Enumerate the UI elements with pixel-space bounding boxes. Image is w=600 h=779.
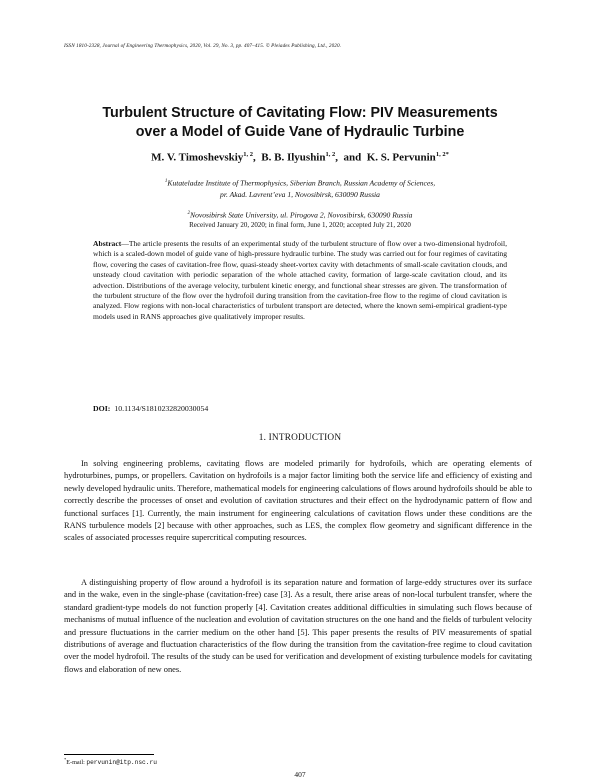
author-2-affil: 1, 2	[325, 151, 336, 158]
paper-title	[50, 104, 550, 142]
doi-link[interactable]: 10.1134/S1810232820030054	[114, 404, 209, 413]
affiliation-1-mark: 1	[164, 179, 168, 184]
intro-paragraph-1: In solving engineering problems, cavitating flows are modeled primarily for hydrofoils, which are operating elements of hydroturbines, pumps, or propellers. Cavitation on hydrofoils is a major factor limiting both the service life and efficiency of existing and newly developed hydraulic units. Therefore, mathematical models for engineering calculations of flows around hydrofoils should be able to correctly describe the processes of onset and evolution of cavitation structures and their effect on the hydrodynamic pattern of flow and functional surfaces [1]. Currently, the main instrument for engineering calculations of cavitation flows under these conditions are the RANS turbulence models [2] because with other approaches, such as LES, the complex flow geometry and significant difference in the scales of associated processes require supercritical computing resources.	[64, 459, 533, 543]
footnote-label: E-mail:	[66, 759, 85, 767]
journal-header: ISSN 1810-2328, Journal of Engineering Thermophysics, 2020, Vol. 29, No. 3, pp. 407–415. © Pleiades Publishing, Ltd., 2020.	[64, 43, 342, 49]
author-3-affil: 1, 2*	[435, 151, 449, 158]
abstract-label: Abstract	[93, 239, 122, 248]
received-dates: Received January 20, 2020; in final form, June 1, 2020; accepted July 21, 2020	[189, 221, 411, 229]
affiliation-1-line-2: pr. Akad. Lavrent’eva 1, Novosibirsk, 630090 Russia	[220, 189, 380, 199]
title-line-1: Turbulent Structure of Cavitating Flow: PIV Measurements	[102, 105, 498, 121]
title-line-2: over a Model of Guide Vane of Hydraulic Turbine	[135, 124, 465, 140]
page-number: 407	[294, 770, 306, 779]
abstract-text: —The article presents the results of an experimental study of the turbulent structure of flow over a two-dimensional hydrofoil, which is a scaled-down model of guide vane of high-pressure hydraulic turbine. The study was carried out for four regimes of cavitating flow, covering the cases of cavitation-free flow, quasi-steady sheet-vortex cavity with detachments of small-scale cavitation clouds, and unsteady cloud cavitation with periodic separation of the whole attached cavity, formation of large-scale cavitation cloud, and its advection. Distributions of the average velocity, turbulent kinetic energy, and functional shear stresses are given. The transformation of the turbulent structure of the flow over the hydrofoil during transition from the cavitation-free flow to the regime of cloud cavitation is analyzed. Flow regions with non-local characteristics of turbulent transport are detected, where the known semi-empirical gradient-type models used in RANS approaches give qualitatively improper results.	[93, 239, 508, 321]
author-conjunction: and	[343, 151, 362, 164]
author-2: B. B. Ilyushin	[261, 151, 326, 164]
email-link[interactable]: pervunin@itp.nsc.ru	[86, 759, 157, 767]
doi	[93, 404, 208, 413]
author-1-affil: 1, 2	[243, 151, 254, 158]
author-3: K. S. Pervunin	[366, 151, 436, 164]
abstract	[93, 239, 507, 322]
affiliation-2-text: Novosibirsk State University, ul. Pirogova 2, Novosibirsk, 630090 Russia	[190, 210, 413, 220]
footnote-mark: *	[64, 757, 67, 762]
intro-paragraph-2: A distinguishing property of flow around a hydrofoil is its separation nature and formation of large-eddy structures over its surface and in the wake, even in the single-phase (cavitation-free) case [3]. As a result, there arise areas of non-local turbulent transfer, where the standard gradient-type models do not function properly [4]. Cavitation creates additional difficulties in simulating such flows because of mechanisms of mutual influence of the nucleation and evolution of cavitation structures on the one hand and the fields of turbulent velocity and pressure fluctuations in the carrier medium on the other hand [5]. This paper presents the results of PIV measurements of spatial distributions of average and fluctuation characteristics of the flow during the transition from the cavitation-free regime to cloud cavitation over the model hydrofoil. The results of the study can be used for verification and development of existing turbulence models for cavitating flows and elaboration of new ones.	[64, 578, 532, 674]
affiliation-2-mark: 2	[187, 211, 191, 216]
doi-label: DOI:	[93, 404, 111, 413]
affiliation-1-line-1: Kutateladze Institute of Thermophysics, Siberian Branch, Russian Academy of Sciences,	[167, 178, 436, 188]
affiliation-2	[60, 208, 540, 221]
author-1: M. V. Timoshevskiy	[151, 151, 244, 164]
author-list: M. V. Timoshevskiy$^{1, 2}$, B. B. Ilyushin$^{1, 2}$, and K. S. Pervunin$^{1, 2*}$	[151, 151, 449, 164]
section-heading: 1. INTRODUCTION	[258, 433, 342, 443]
footnote	[64, 757, 157, 766]
footnote-divider	[64, 754, 154, 755]
affiliation-1	[60, 176, 540, 200]
